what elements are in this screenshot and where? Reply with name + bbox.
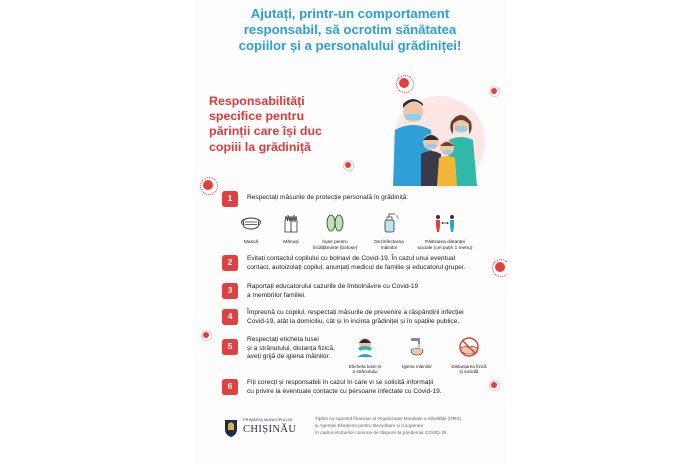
- item-text-line: Împreună cu copilul, respectați măsurile de prevenire a răspândirii infecției: [247, 309, 464, 316]
- icon-label: Igiena mâinilor: [402, 364, 432, 369]
- shoe-covers-icon: [324, 212, 346, 234]
- icon-label: [445, 364, 493, 375]
- number-badge: [221, 338, 239, 356]
- family-illustration: [369, 90, 495, 196]
- handwashing-icon: [406, 336, 428, 358]
- item-text: [247, 255, 465, 272]
- number-badge: [221, 282, 239, 300]
- cough-etiquette-icon: [354, 336, 376, 358]
- mask-icon: [240, 212, 262, 234]
- icon-label-line: sociale (cel puțin 1 metru): [417, 245, 473, 251]
- chisinau-logo: [223, 416, 303, 442]
- icon-label: [305, 240, 365, 251]
- subtitle-line: copiii la grădiniță: [209, 139, 311, 154]
- icon-label-line: încălțăminte (botoșe): [312, 245, 358, 251]
- item-text-line: a membrilor familiei.: [247, 291, 306, 299]
- item-text-line: Respectați eticheta tusei: [247, 336, 319, 343]
- virus-icon: [495, 262, 505, 272]
- item-text: [247, 309, 464, 326]
- icon-label-line: a strănutului: [352, 369, 378, 375]
- number-badge: [221, 378, 239, 396]
- virus-icon: [345, 162, 351, 168]
- virus-icon: [203, 180, 213, 190]
- badge-number: 5: [227, 341, 233, 351]
- item-text: [247, 336, 335, 362]
- social-distance-icon: [434, 212, 456, 234]
- logo-main-text: CHIȘINĂU: [243, 424, 297, 435]
- hygiene-item-handwashing: [393, 336, 441, 369]
- no-handshake-icon: [458, 336, 480, 358]
- number-badge: [221, 254, 239, 272]
- coat-of-arms-icon: [223, 418, 239, 438]
- badge-number: 6: [227, 381, 233, 391]
- badge-number: 4: [227, 311, 233, 321]
- subtitle: [209, 94, 369, 155]
- icon-label-line: Distanțarea fizică: [451, 364, 487, 369]
- item-text-line: Respectați măsurile de protecție personală în grădiniță:: [247, 194, 409, 201]
- hygiene-item-cough: [341, 336, 389, 375]
- item-text-line: Raportați educatorului cazurile de îmbolnăvire cu Covid-19: [247, 283, 419, 290]
- virus-icon: [491, 88, 497, 94]
- number-badge: [221, 308, 239, 326]
- icon-label-line: huse pentru: [322, 240, 348, 245]
- footer-note-line: în cadrul eforturilor comune de răspuns la pandemia COVID-19.: [315, 429, 448, 435]
- item-text-line: Covid-19, atât la domiciliu, cât și în incinta grădiniței și în spațiile publice.: [247, 317, 460, 325]
- icon-label: [341, 364, 389, 375]
- badge-number: 3: [227, 285, 233, 295]
- sanitizer-icon: [378, 212, 400, 234]
- footer-note-line: și Agenției Elvețiene pentru Dezvoltare și Cooperare: [315, 422, 424, 428]
- item-text: [247, 283, 418, 300]
- icon-label: [359, 240, 419, 251]
- headline-line: copiilor și a personalului grădiniței!: [238, 38, 462, 54]
- item-text-line: Evitați contactul copilului cu bolnavi de Covid-19. În cazul unui eventual: [247, 255, 456, 262]
- item-text: [247, 379, 442, 396]
- footer-note: [315, 416, 501, 436]
- icon-label-line: mâinilor: [380, 245, 398, 251]
- hygiene-icons: [341, 336, 501, 375]
- badge-number: 1: [227, 193, 233, 203]
- icon-label-line: Păstrarea distanței: [425, 240, 465, 245]
- gloves-icon: [280, 212, 302, 234]
- item-text-line: aveți grijă de igiena mâinilor.: [247, 353, 331, 361]
- virus-icon: [399, 78, 409, 88]
- number-badge: [221, 190, 239, 208]
- icon-label-line: Eticheta tusei și: [348, 364, 382, 369]
- subtitle-line: Responsabilități: [209, 94, 305, 108]
- virus-icon: [491, 382, 497, 388]
- protection-item-distance: [415, 212, 475, 251]
- protection-item-shoe-covers: [305, 212, 365, 251]
- item-text: [247, 194, 408, 203]
- footer-note-line: Tipărit cu suportul financiar al Organizației Mondiale a Sănătății (OMS): [315, 416, 462, 421]
- item-text-line: contact, autoizolați copilul, anunțați medicul de familie și educatorul grupei.: [247, 263, 466, 271]
- headline: [193, 6, 507, 55]
- subtitle-line: părinții care își duc: [209, 124, 322, 139]
- item-text-line: Fiți corecți și responsabili în cazul în care vi se solicită informații: [247, 379, 434, 386]
- headline-line: Ajutați, printr-un comportament: [250, 6, 450, 21]
- badge-number: 2: [227, 257, 233, 267]
- icon-label: [415, 240, 475, 251]
- item-text-line: cu privire la eventuale contacte cu persoane infectate cu Covid-19.: [247, 387, 442, 395]
- virus-icon: [203, 332, 209, 338]
- icon-label: Mască: [243, 240, 259, 245]
- subtitle-line: specifice pentru: [209, 109, 305, 124]
- poster: [193, 0, 507, 466]
- item-text-line: și a strănutului, distanța fizică,: [247, 344, 335, 352]
- protection-icons: [207, 212, 507, 251]
- icon-label-line: și socială: [459, 369, 479, 375]
- icon-label: Mănuși: [283, 240, 299, 245]
- logo-top-text: PRIMĂRIA MUNICIPIULUI: [243, 418, 293, 422]
- headline-line: responsabil, să ocrotim sănătatea: [243, 22, 457, 38]
- protection-item-sanitizer: [359, 212, 419, 251]
- hygiene-item-distance: [445, 336, 493, 375]
- icon-label-line: Dezinfectarea: [374, 240, 404, 245]
